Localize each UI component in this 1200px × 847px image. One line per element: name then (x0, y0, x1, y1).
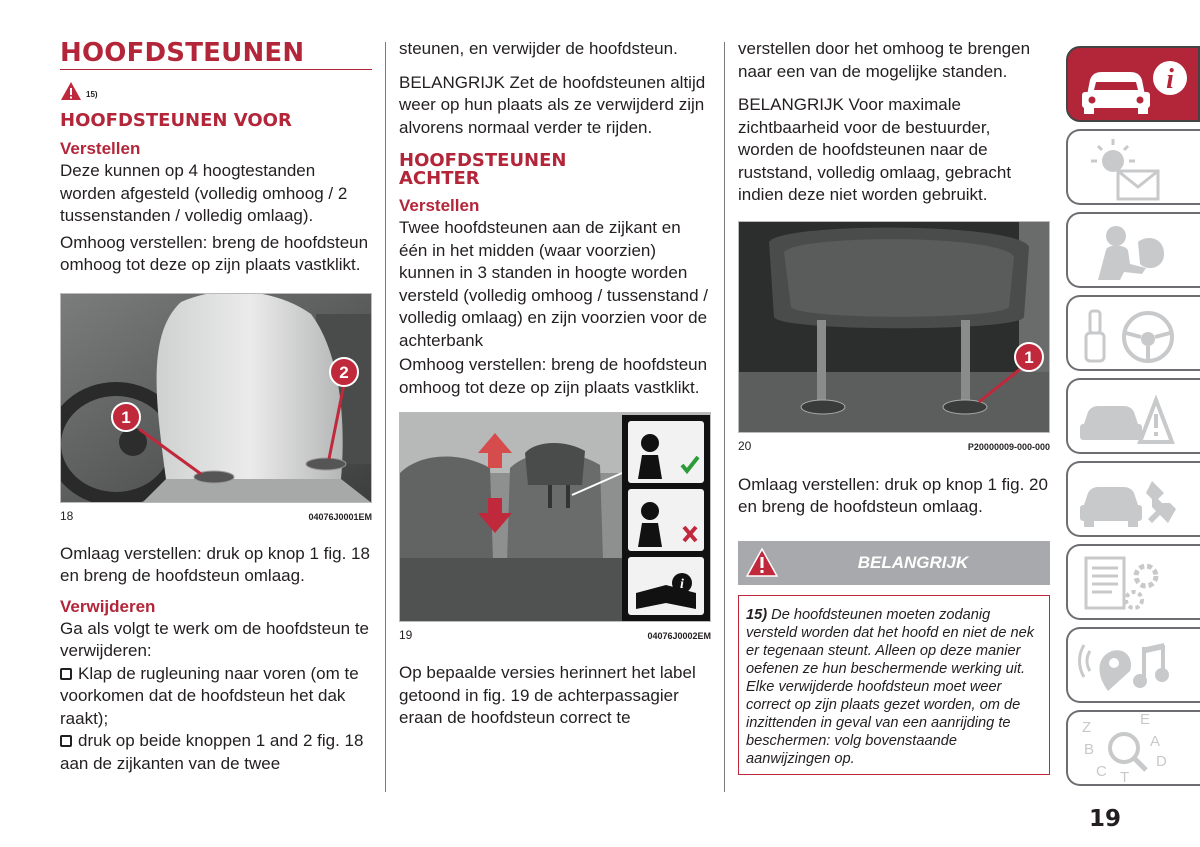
continuation-paragraph: verstellen door het omhoog te brengen naar een van de mogelijke standen. (738, 39, 1031, 81)
figure-number: 20 (738, 438, 752, 453)
car-service-icon (1068, 463, 1200, 539)
rear-adjust-paragraph: Twee hoofdsteunen aan de zijkant en één in het midden (waar voorzien) kunnen in 3 standen in hoogte worden versteld (volledig omhoog / tussenstand / volledig omlaag) en zijn voorzien voor de achterbank (399, 218, 709, 350)
remove-step-2: druk op beide knoppen 1 and 2 fig. 18 aan de zijkanten van de twee (60, 731, 364, 773)
page-number: 19 (1089, 806, 1122, 832)
svg-text:Z: Z (1082, 719, 1092, 736)
important-paragraph: BELANGRIJK Voor maximale zichtbaarheid voor de bestuurder, worden de hoofdsteunen naar de ruststand, volledig omlaag, gebracht indien deze niet worden gebruikt. (738, 95, 1012, 204)
callout-1: 1 (121, 407, 131, 427)
important-banner (738, 541, 1050, 585)
label-paragraph: Op bepaalde versies herinnert het label getoond in fig. 19 de achterpassagier eraan de hoofdsteun correct te (399, 663, 696, 727)
callout-2: 2 (339, 362, 349, 382)
figure-19 (399, 412, 711, 622)
rear-headrest-lowered-photo (739, 222, 1050, 433)
remove-heading: Verwijderen (60, 596, 156, 616)
figure-code: 04076J0002EM (647, 631, 711, 641)
important-paragraph: BELANGRIJK Zet de hoofdsteunen altijd weer op hun plaats als ze verwijderd zijn alvorens normaal verder te rijden. (399, 72, 706, 137)
accident-warning-icon (1068, 380, 1200, 456)
column-1 (60, 38, 372, 775)
callout-1: 1 (1024, 347, 1034, 367)
figure-20-caption (738, 439, 1050, 453)
svg-text:A: A (1150, 733, 1161, 750)
tab-multimedia[interactable] (1066, 627, 1200, 703)
multimedia-icon (1068, 629, 1200, 705)
figure-code: 04076J0001EM (308, 511, 372, 522)
warning-ref-number[interactable]: 15) (86, 90, 98, 99)
adjust-heading: Verstellen (399, 196, 480, 215)
tab-safety[interactable] (1066, 212, 1200, 288)
tab-emergency[interactable] (1066, 378, 1200, 454)
svg-text:i: i (680, 577, 684, 592)
index-icon (1068, 712, 1200, 788)
column-divider (385, 42, 386, 792)
column-divider (724, 42, 725, 792)
bullet-square-icon (60, 735, 72, 747)
svg-text:D: D (1156, 753, 1167, 770)
figure-19-caption (399, 628, 711, 642)
column-2 (399, 38, 711, 730)
lower-paragraph: Omlaag verstellen: druk op knop 1 fig. 18 en breng de hoofdsteun omlaag. (60, 543, 370, 585)
tab-warning-lights[interactable] (1066, 129, 1200, 205)
tab-vehicle-info[interactable] (1066, 46, 1200, 122)
tab-technical-data[interactable] (1066, 544, 1200, 620)
banner-icon-wrap (738, 541, 786, 585)
lower-paragraph: Omlaag verstellen: druk op knop 1 fig. 20 en breng de hoofdsteun omlaag. (738, 474, 1048, 516)
warning-note (738, 595, 1050, 775)
banner-label: BELANGRIJK (857, 552, 969, 572)
continuation-paragraph: steunen, en verwijder de hoofdsteun. (399, 39, 678, 58)
figure-number: 18 (60, 508, 74, 523)
svg-text:T: T (1120, 769, 1130, 786)
front-headrest-photo (61, 294, 372, 503)
column-3 (738, 38, 1050, 775)
figure-code: P20000009-000-000 (967, 441, 1050, 452)
remove-step-1: Klap de rugleuning naar voren (om te voorkomen dat de hoofdsteun het dak raakt); (60, 663, 359, 728)
tab-start-drive[interactable] (1066, 295, 1200, 371)
tab-index[interactable] (1066, 710, 1200, 786)
rear-headrest-photo (400, 413, 711, 622)
note-text: De hoofdsteunen moeten zodanig versteld worden dat het hoofd en niet de nek er tegenaan steunt. Alleen op deze manier oefenen ze hun beschermende werking uit. Elke verwijderde hoofdsteun moet weer correct op zijn plaats gezet worden, om de inzittenden in geval van een aanrijding te beschermen: volg bovenstaande aanwijzingen op. (746, 606, 1035, 767)
warning-reference (60, 75, 372, 101)
svg-text:E: E (1140, 712, 1151, 728)
figure-number: 19 (399, 628, 413, 642)
bullet-square-icon (60, 668, 72, 680)
warning-lights-icon (1068, 131, 1200, 207)
raise-paragraph: Omhoog verstellen: breng de hoofdsteun omhoog tot deze op zijn plaats vastklikt. (60, 232, 369, 274)
key-steering-icon (1068, 297, 1200, 373)
title-rule (60, 69, 372, 70)
figure-18-caption (60, 509, 372, 523)
svg-text:i: i (1166, 64, 1174, 95)
warning-triangle-icon (746, 548, 778, 578)
car-info-icon (1068, 48, 1200, 124)
figure-20 (738, 221, 1050, 433)
rear-section-title: HOOFDSTEUNEN ACHTER (399, 150, 567, 189)
warning-triangle-icon (60, 81, 82, 101)
safety-airbag-icon (1068, 214, 1200, 290)
technical-data-icon (1068, 546, 1200, 622)
remove-intro: Ga als volgt te werk om de hoofdsteun te verwijderen: (60, 618, 370, 660)
svg-text:B: B (1084, 741, 1095, 758)
note-number: 15) (746, 606, 768, 623)
tab-maintenance[interactable] (1066, 461, 1200, 537)
section-title: HOOFDSTEUNEN (60, 38, 305, 68)
adjust-paragraph: Deze kunnen op 4 hoogtestanden worden afgesteld (volledig omhoog / 2 tussenstanden / volledig omlaag). (60, 161, 348, 225)
figure-18 (60, 293, 372, 503)
svg-text:C: C (1096, 763, 1107, 780)
subsection-title: HOOFDSTEUNEN VOOR (60, 110, 292, 131)
adjust-heading: Verstellen (60, 139, 141, 158)
rear-raise-paragraph: Omhoog verstellen: breng de hoofdsteun omhoog tot deze op zijn plaats vastklikt. (399, 355, 708, 397)
